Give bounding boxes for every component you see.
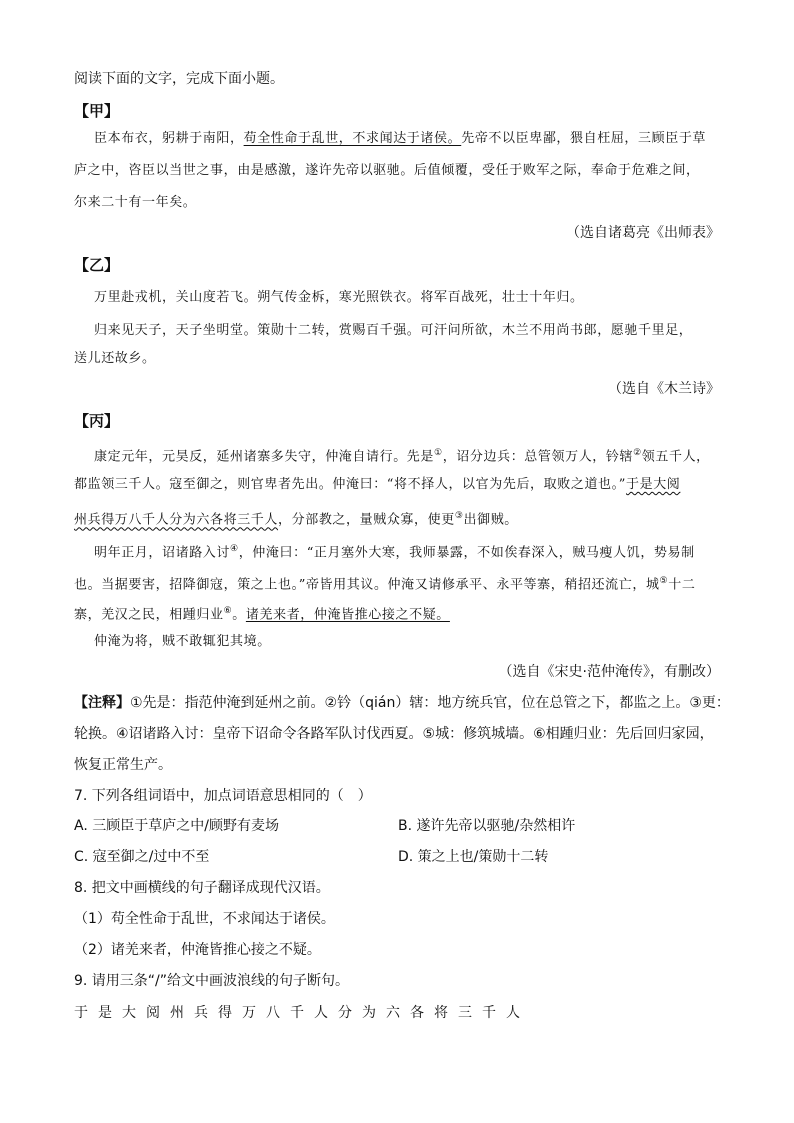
jia-text: 先帝不以臣卑鄙，猥自枉屈，三顾臣于草 (461, 131, 707, 146)
bing-text: ，分部教之，量贼众寡，使更 (278, 512, 455, 528)
bing-text: 。 (232, 607, 246, 623)
bing-text: 明年正月，诏诸路入讨 (94, 545, 231, 561)
q7-option-a[interactable]: A. 三顾臣于草庐之中/顾野有麦场 (74, 818, 279, 834)
bing-wavy-sentence: 于是大阅 (626, 477, 681, 492)
note-marker: ④ (230, 544, 239, 554)
note-marker: ⑥ (223, 606, 233, 616)
bing-line-7: 仲淹为将，贼不敢辄犯其境。 (94, 634, 271, 649)
q8-stem: 8. 把文中画横线的句子翻译成现代汉语。 (74, 880, 330, 896)
notes-line-1 (74, 694, 730, 712)
jia-line-2: 庐之中，咨臣以当世之事，由是感激，遂许先帝以驱驰。后值倾覆，受任于败军之际，奉命于危难之间， (74, 163, 700, 178)
section-bing-label: 【丙】 (74, 412, 120, 430)
bing-text: 都监领三千人。寇至御之，则官卑者先出。仲淹曰：“将不择人，以官为先后，取败之道也。” (74, 477, 626, 492)
bing-line-2 (74, 476, 680, 494)
q7-option-b[interactable]: B. 遂许先帝以驱驰/杂然相许 (398, 818, 576, 834)
jia-line-3: 尔来二十有一年矣。 (74, 195, 197, 210)
yi-line-1: 万里赴戎机，关山度若飞。朔气传金柝，寒光照铁衣。将军百战死，壮士十年归。 (94, 290, 584, 305)
bing-text: 十二 (668, 577, 696, 593)
bing-line-6 (74, 602, 450, 624)
q8-sentence-2: （2）诸羌来者，仲淹皆推心接之不疑。 (74, 942, 321, 958)
notes-text: ①先是：指范仲淹到延州之前。②钤（qián）辖：地方统兵官，位在总管之下，都监之上。③更： (130, 695, 730, 711)
bing-text: 康定元年，元昊反，延州诸寨多失守，仲淹自请行。先是 (94, 449, 435, 465)
notes-label: 【注释】 (74, 695, 130, 711)
yi-source: （选自《木兰诗》 (608, 381, 720, 397)
section-yi-label: 【乙】 (74, 256, 120, 274)
q7-option-d[interactable]: D. 策之上也/策勋十二转 (398, 849, 549, 865)
yi-line-3: 送儿还故乡。 (74, 351, 156, 366)
q9-sentence: 于是大阅州兵得万八千人分为六各将三千人 (74, 1005, 530, 1021)
q8-sentence-1: （1）苟全性命于乱世，不求闻达于诸侯。 (74, 911, 335, 927)
bing-text: 寨，羌汉之民，相踵归业 (74, 607, 224, 623)
bing-line-5 (74, 572, 695, 594)
bing-source: （选自《宋史·范仲淹传》，有删改） (498, 664, 720, 680)
notes-line-3: 恢复正常生产。 (74, 757, 172, 773)
section-jia-label: 【甲】 (74, 102, 120, 120)
bing-wavy-sentence: 州兵得万八千人分为六各将三千人 (74, 512, 279, 528)
bing-text: ，仲淹曰：“正月塞外大寒，我师暴露，不如俟春深入，贼马瘦人饥，势易制 (238, 545, 695, 561)
q9-stem: 9. 请用三条“/”给文中画波浪线的句子断句。 (74, 973, 350, 989)
bing-line-4 (94, 540, 695, 562)
jia-source: （选自诸葛亮《出师表》 (566, 225, 720, 241)
bing-line-1 (94, 444, 710, 466)
bing-line-3 (74, 507, 518, 529)
yi-line-2: 归来见天子，天子坐明堂。策勋十二转，赏赐百千强。可汗问所欲，木兰不用尚书郎，愿驰千里足， (94, 323, 693, 338)
note-marker: ② (633, 448, 642, 458)
notes-line-2: 轮换。④诏诸路入讨：皇帝下诏命令各路军队讨伐西夏。⑤城：修筑城墙。⑥相踵归业：先后回归家园， (74, 726, 714, 742)
bing-text: 领五千人， (641, 449, 710, 465)
bing-text: ，诏分边兵：总管领万人，钤辖 (442, 449, 634, 465)
jia-line-1 (94, 130, 706, 148)
note-marker: ⑤ (659, 576, 669, 586)
intro-text: 阅读下面的文字，完成下面小题。 (74, 71, 284, 87)
bing-text: 也。当据要害，招降御寇，策之上也。”帝皆用其议。仲淹又请修承平、永平等寨，稍招还流亡，城 (74, 577, 660, 593)
q7-option-c[interactable]: C. 寇至御之/过中不至 (74, 849, 210, 865)
note-marker: ① (434, 448, 443, 458)
note-marker: ③ (454, 511, 464, 521)
jia-text: 臣本布衣，躬耕于南阳， (94, 131, 244, 146)
bing-underlined-sentence: 诸羌来者，仲淹皆推心接之不疑。 (245, 607, 450, 623)
jia-underlined-sentence: 苟全性命于乱世，不求闻达于诸侯。 (243, 131, 462, 146)
q7-stem: 7. 下列各组词语中，加点词语意思相同的（ ） (74, 788, 372, 804)
bing-text: 出御贼。 (463, 512, 518, 528)
